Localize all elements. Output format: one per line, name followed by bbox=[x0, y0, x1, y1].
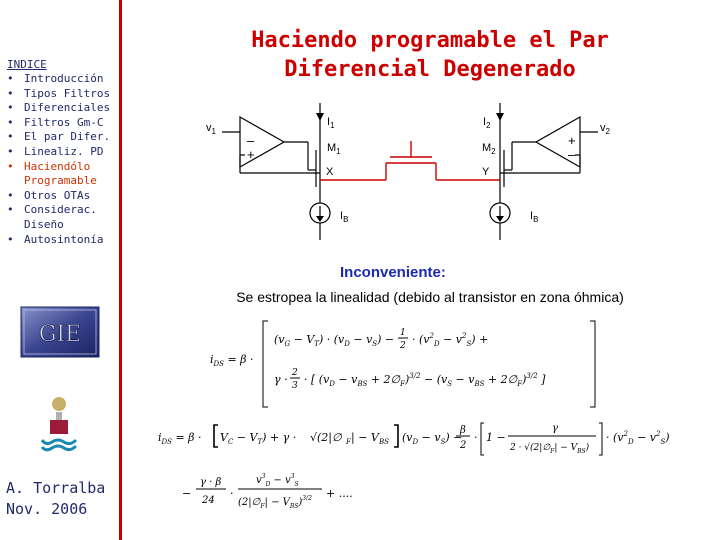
degeneration-transistor bbox=[320, 141, 500, 180]
svg-text:M1: $M_1$ bbox=[327, 142, 341, 156]
svg-text:· (v2D − v2S): · $(v^2_D - v^2_S)$ bbox=[606, 430, 670, 446]
svg-text:· [ (vD − vBS + 2∅F)3/2 − (vS: · [ ($v_D - v_{BS}$ + $2\emptyset_F)^{3/2} - (v_S - v_{BS}$ + $2\emptyset_F)^{3/2}$ ] bbox=[304, 372, 546, 388]
author-block bbox=[6, 478, 105, 520]
svg-text:γ ·: γ · bbox=[274, 373, 288, 386]
slide-subtitle: Se estropea la linealidad (debido al transistor en zona óhmica) bbox=[236, 289, 624, 305]
index-item-linealiz-pd[interactable]: • Linealiz. PD bbox=[7, 145, 119, 160]
svg-text:M2: $M_2$ bbox=[482, 142, 496, 156]
svg-text:BS: BS bbox=[379, 438, 389, 446]
svg-text:1 −: 1 − bbox=[486, 431, 506, 444]
svg-text:(vD − vS) −: $(v_D - v_S)$ − bbox=[402, 431, 463, 446]
slide-title bbox=[150, 26, 710, 84]
title-line-2: Diferencial Degenerado bbox=[284, 57, 576, 82]
index-item-haciendolo-programable[interactable]: • Haciendólo Programable bbox=[7, 160, 119, 189]
svg-text:−: − bbox=[182, 487, 192, 500]
svg-text:IB: $I_B$ bbox=[340, 210, 349, 224]
gie-logo bbox=[20, 306, 100, 358]
index-item-filtros-gmc[interactable]: • Filtros Gm-C bbox=[7, 116, 119, 131]
index-item-autosintonia[interactable]: • Autosintonía bbox=[7, 233, 119, 248]
svg-text:I2: $I_2$ bbox=[483, 116, 491, 130]
title-line-1: Haciendo programable el Par bbox=[251, 28, 609, 53]
svg-text:F: F bbox=[346, 438, 351, 446]
svg-text:–: – bbox=[247, 133, 255, 148]
svg-text:(2|∅F| − VBS)3/2: $(2|\emptyset_F| - V_{BS})^{3/2}$ bbox=[238, 495, 312, 510]
svg-text:+: + bbox=[247, 147, 255, 162]
circuit-diagram bbox=[200, 95, 620, 260]
svg-text:·: · bbox=[474, 431, 478, 444]
svg-text:β: β bbox=[460, 425, 466, 436]
svg-text:v1: $v_1$ bbox=[206, 122, 216, 136]
svg-text:γ · β: γ · β bbox=[200, 477, 222, 488]
index-item-otros-otas[interactable]: • Otros OTAs bbox=[7, 189, 119, 204]
svg-text:v2: $v_2$ bbox=[600, 122, 610, 136]
svg-text:2: 2 bbox=[292, 368, 298, 378]
svg-text:I1: $I_1$ bbox=[327, 116, 335, 130]
svg-text:2 · √(2|∅F| − VBS): $2 \cdot √(2|\emptyset_F| - V_{BS})$ bbox=[510, 443, 590, 455]
author-date: Nov. 2006 bbox=[6, 500, 88, 518]
inconveniente-label: Inconveniente: bbox=[340, 264, 446, 281]
index-item-considerac-diseno[interactable]: • Considerac. Diseño bbox=[7, 203, 119, 232]
svg-text:IB: $I_B$ bbox=[530, 210, 539, 224]
svg-text:2: 2 bbox=[400, 341, 406, 351]
svg-text:24: 24 bbox=[202, 495, 215, 506]
svg-text:| − V: | − V bbox=[351, 431, 379, 444]
svg-text:+ ....: + .... bbox=[326, 487, 353, 500]
index-item-diferenciales[interactable]: • Diferenciales bbox=[7, 101, 119, 116]
svg-text:3: 3 bbox=[292, 381, 298, 391]
svg-text:v3D − v3S: $v^3_D - v^3_S$ bbox=[256, 473, 299, 488]
sidebar bbox=[0, 0, 122, 540]
svg-text:√(2|∅: √(2|∅ bbox=[310, 431, 342, 444]
university-emblem bbox=[36, 396, 82, 452]
svg-text:–: – bbox=[568, 147, 576, 162]
index-item-tipos-filtros[interactable]: • Tipos Filtros bbox=[7, 87, 119, 102]
index-list bbox=[7, 72, 119, 247]
index-item-par-difer[interactable]: • El par Difer. bbox=[7, 130, 119, 145]
svg-text:·: · bbox=[230, 487, 234, 500]
author-name: A. Torralba bbox=[6, 479, 106, 497]
svg-text:iDS = β ·: $i_{DS} = \beta$ · bbox=[210, 353, 254, 368]
svg-text:1: 1 bbox=[400, 328, 406, 338]
svg-text:iDS = β ·: $i_{DS} = \beta$ · bbox=[158, 431, 202, 446]
svg-text:2: 2 bbox=[460, 440, 467, 451]
svg-text:· (v2D − v2S) +: · $(v^2_D - v^2_S)$ + bbox=[412, 332, 489, 348]
svg-text:Y: Y bbox=[482, 166, 490, 178]
index-item-introduccion[interactable]: • Introducción bbox=[7, 72, 119, 87]
svg-text:X: X bbox=[326, 166, 334, 178]
svg-text:VC − VT) + γ ·: $V_C - V_T) + \gamma$ · bbox=[220, 431, 297, 446]
logo-text: GIE bbox=[38, 322, 82, 347]
svg-text:(vG − VT) · (vD − vS) −: $(v_G - V_T) \cdot (v_D - v_S)$ − bbox=[274, 333, 395, 348]
index-title: INDICE bbox=[7, 58, 47, 71]
equations-image bbox=[150, 315, 670, 525]
svg-text:+: + bbox=[568, 133, 576, 148]
svg-text:γ: γ bbox=[552, 423, 558, 434]
